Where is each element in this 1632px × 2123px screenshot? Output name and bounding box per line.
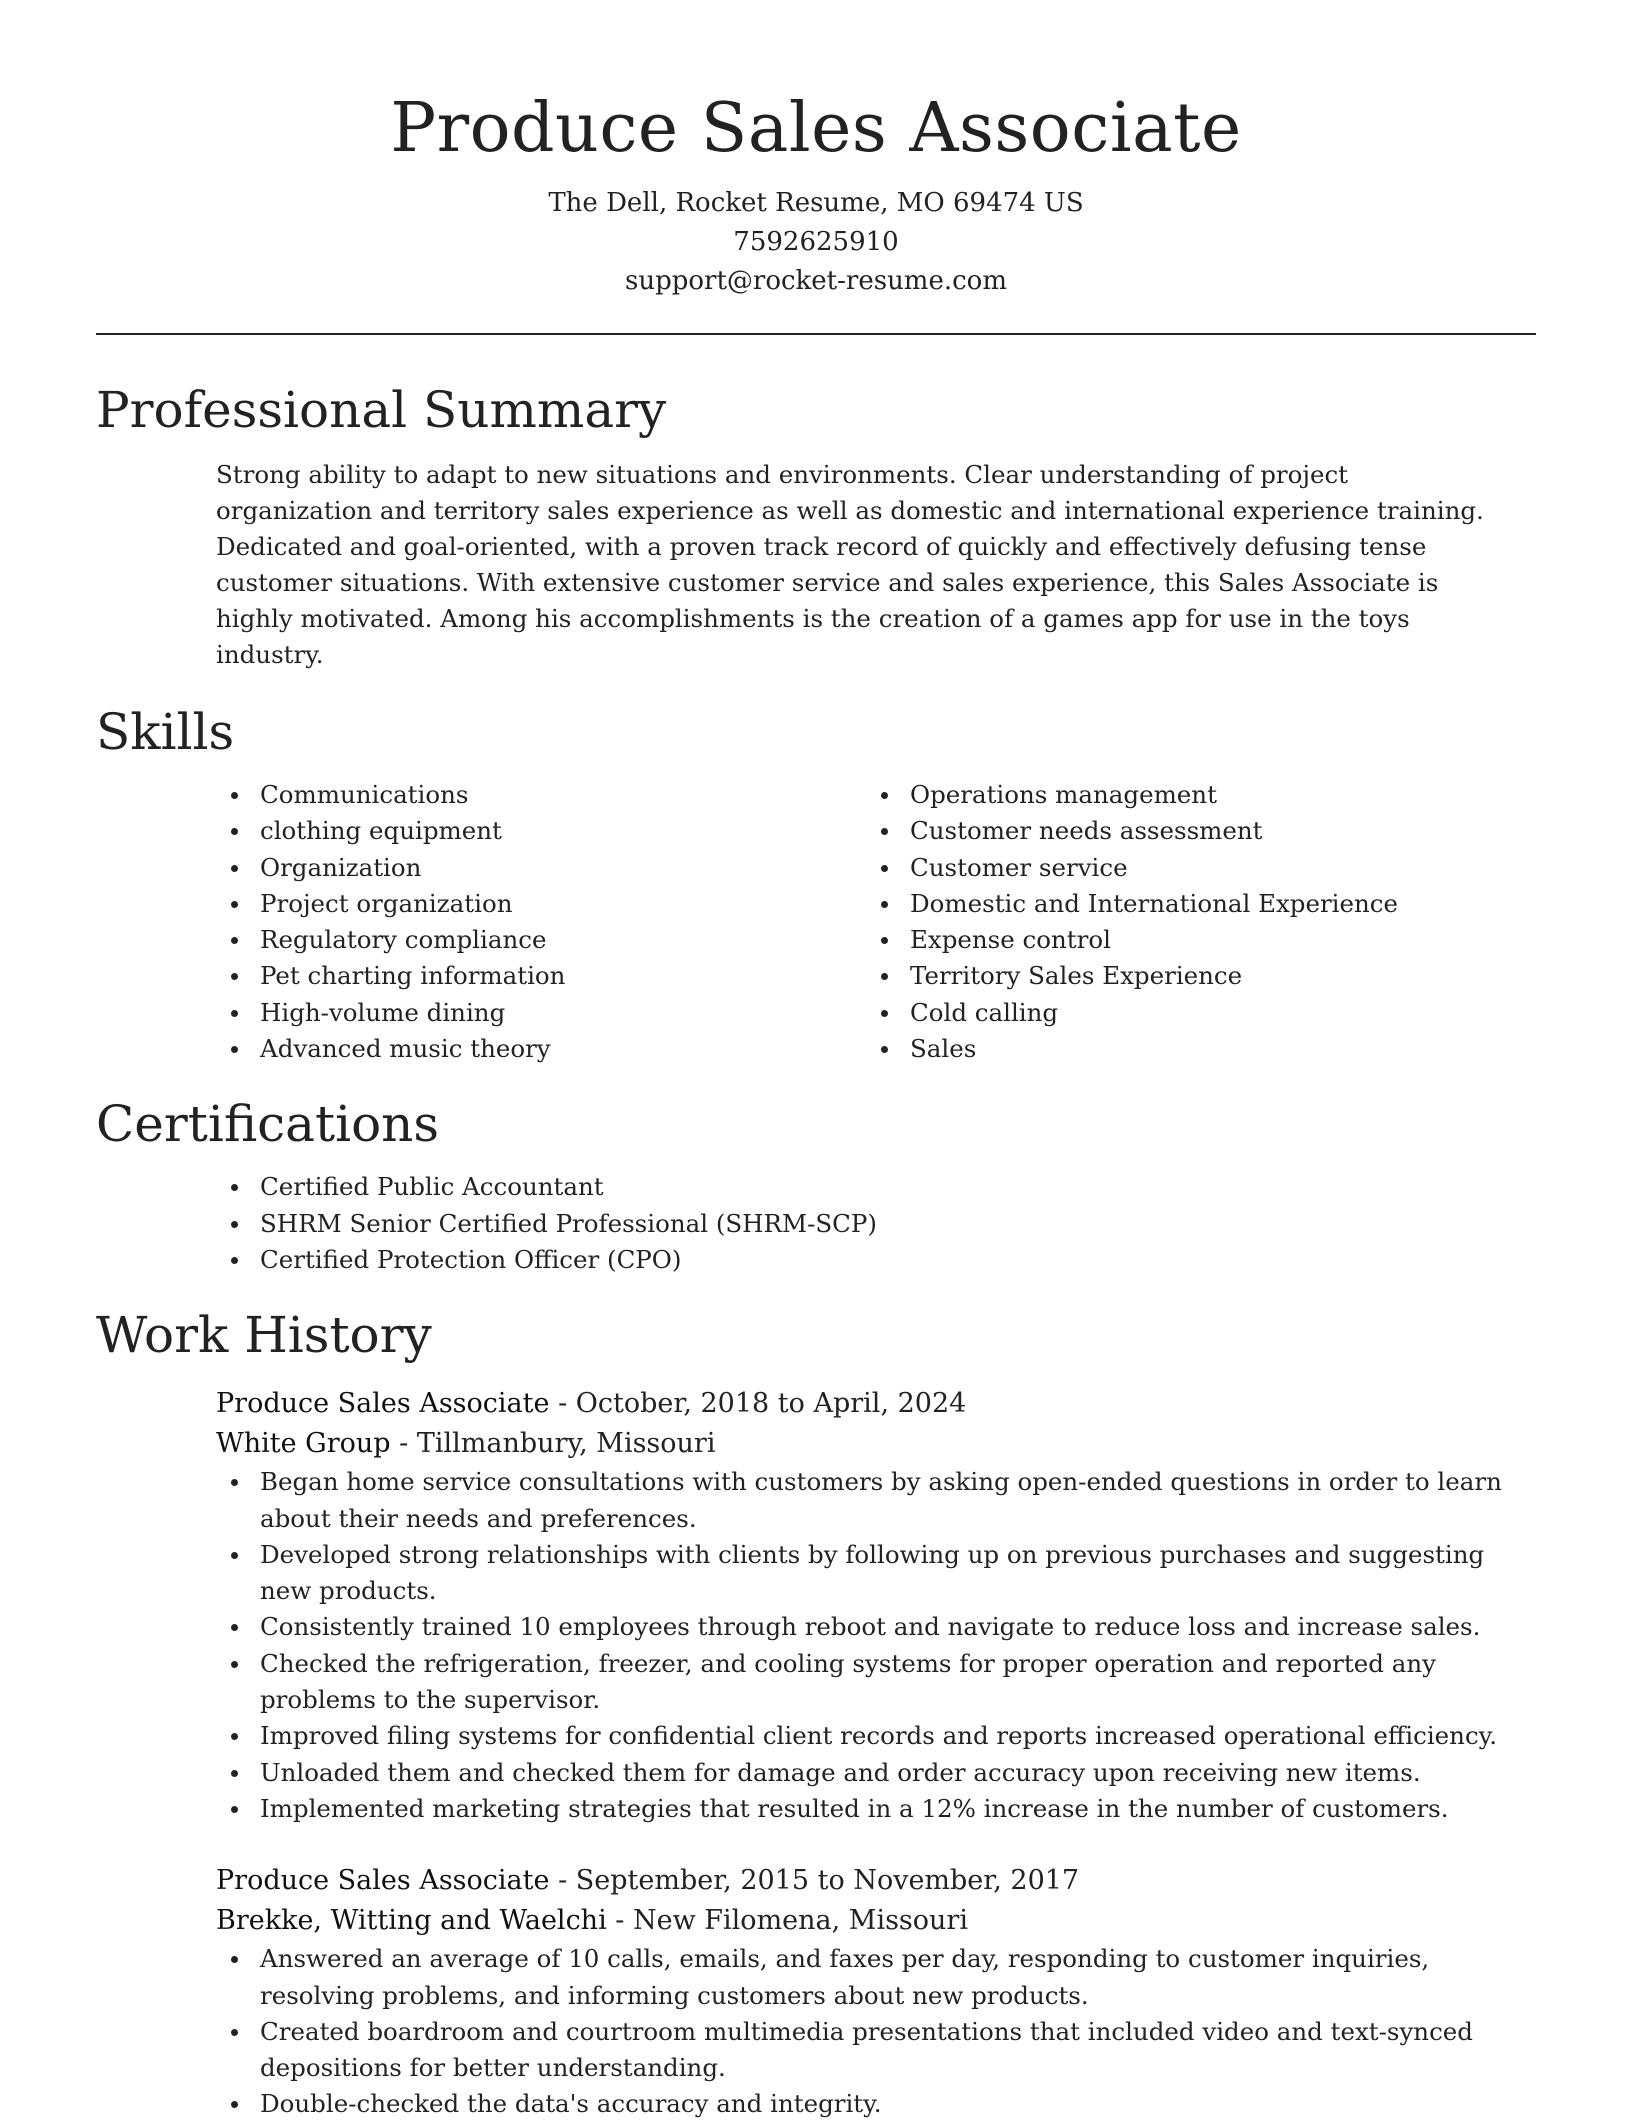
job-title-line	[216, 1384, 1536, 1424]
resume-header	[96, 0, 1536, 301]
job-location: - Tillmanbury, Missouri	[390, 1428, 716, 1460]
contact-phone: 7592625910	[733, 227, 899, 257]
job-title-line	[216, 1861, 1536, 1901]
skills-grid	[216, 777, 1536, 1067]
skills-title: Skills	[96, 703, 235, 761]
resume-page	[96, 0, 1536, 2123]
job-bullets	[216, 1941, 1536, 2122]
skill-item: Territory Sales Experience	[910, 958, 1516, 994]
skill-item: High-volume dining	[260, 995, 866, 1031]
job-company-line	[216, 1424, 1536, 1464]
skills-list-left	[216, 777, 866, 1067]
skill-item: Sales	[910, 1031, 1516, 1067]
job-bullet: Created boardroom and courtroom multimedia presentations that included video and text-synced depositions for better understanding.	[260, 2014, 1536, 2087]
certification-item: SHRM Senior Certified Professional (SHRM-SCP)	[260, 1206, 1536, 1242]
job-title: Produce Sales Associate	[216, 1388, 550, 1420]
skill-item: Communications	[260, 777, 866, 813]
skill-item: Customer needs assessment	[910, 813, 1516, 849]
skill-item: Project organization	[260, 886, 866, 922]
job-bullet: Checked the refrigeration, freezer, and cooling systems for proper operation and reported any problems to the supervisor.	[260, 1646, 1536, 1719]
skill-item: Regulatory compliance	[260, 922, 866, 958]
job-location: - New Filomena, Missouri	[606, 1905, 968, 1937]
summary-text: Strong ability to adapt to new situations and environments. Clear understanding of project organization and territory sales experience as well as domestic and international experience training. Dedicated and goal-oriented, with a proven track record of quickly and effectively defusing tense customer situations. With extensive customer service and sales experience, this Sales Associate is highly motivated. Among his accomplishments is the creation of a games app for use in the toys industry.	[216, 460, 1484, 669]
job-company: White Group	[216, 1428, 391, 1460]
job-bullet: Developed strong relationships with clients by following up on previous purchases and suggesting new products.	[260, 1537, 1536, 1610]
job-bullet: Unloaded them and checked them for damage and order accuracy upon receiving new items.	[260, 1755, 1536, 1791]
skills-column-left	[216, 777, 866, 1067]
skill-item: Pet charting information	[260, 958, 866, 994]
job-bullets	[216, 1464, 1536, 1827]
summary-section	[96, 375, 1536, 673]
skills-section	[96, 697, 1536, 1067]
job-entry	[216, 1861, 1536, 2122]
contact-address: The Dell, Rocket Resume, MO 69474 US	[548, 188, 1084, 218]
skill-item: clothing equipment	[260, 813, 866, 849]
skill-item: Customer service	[910, 850, 1516, 886]
skill-item: Organization	[260, 850, 866, 886]
certification-item: Certified Protection Officer (CPO)	[260, 1242, 1536, 1278]
skills-list-right	[866, 777, 1516, 1067]
work-history-title: Work History	[96, 1306, 432, 1365]
job-dates: - October, 2018 to April, 2024	[549, 1388, 967, 1420]
job-bullet: Double-checked the data's accuracy and integrity.	[260, 2086, 1536, 2122]
contact-block	[96, 184, 1536, 301]
job-bullet: Answered an average of 10 calls, emails, and faxes per day, responding to customer inquiries, resolving problems, and informing customers about new products.	[260, 1941, 1536, 2014]
job-dates: - September, 2015 to November, 2017	[549, 1865, 1080, 1897]
certifications-list	[216, 1169, 1536, 1278]
summary-title: Professional Summary	[96, 381, 667, 439]
skill-item: Domestic and International Experience	[910, 886, 1516, 922]
job-entry	[216, 1384, 1536, 1827]
header-divider	[96, 333, 1536, 335]
job-bullet: Implemented marketing strategies that resulted in a 12% increase in the number of customers.	[260, 1791, 1536, 1827]
certifications-list-wrap	[216, 1169, 1536, 1278]
job-title: Produce Sales Associate	[216, 1865, 550, 1897]
job-bullet: Began home service consultations with customers by asking open-ended questions in order to learn about their needs and preferences.	[260, 1464, 1536, 1537]
job-bullet: Improved filing systems for confidential client records and reports increased operational efficiency.	[260, 1718, 1536, 1754]
work-history-section	[96, 1300, 1536, 2122]
skill-item: Operations management	[910, 777, 1516, 813]
job-bullet: Consistently trained 10 employees through reboot and navigate to reduce loss and increase sales.	[260, 1609, 1536, 1645]
skill-item: Advanced music theory	[260, 1031, 866, 1067]
skills-column-right	[866, 777, 1516, 1067]
job-company: Brekke, Witting and Waelchi	[216, 1905, 607, 1937]
certifications-title: Certifications	[96, 1095, 440, 1154]
candidate-name: Produce Sales Associate	[390, 89, 1242, 168]
certifications-section	[96, 1089, 1536, 1278]
skill-item: Cold calling	[910, 995, 1516, 1031]
certification-item: Certified Public Accountant	[260, 1169, 1536, 1205]
skill-item: Expense control	[910, 922, 1516, 958]
job-company-line	[216, 1901, 1536, 1941]
contact-email: support@rocket-resume.com	[624, 266, 1007, 296]
